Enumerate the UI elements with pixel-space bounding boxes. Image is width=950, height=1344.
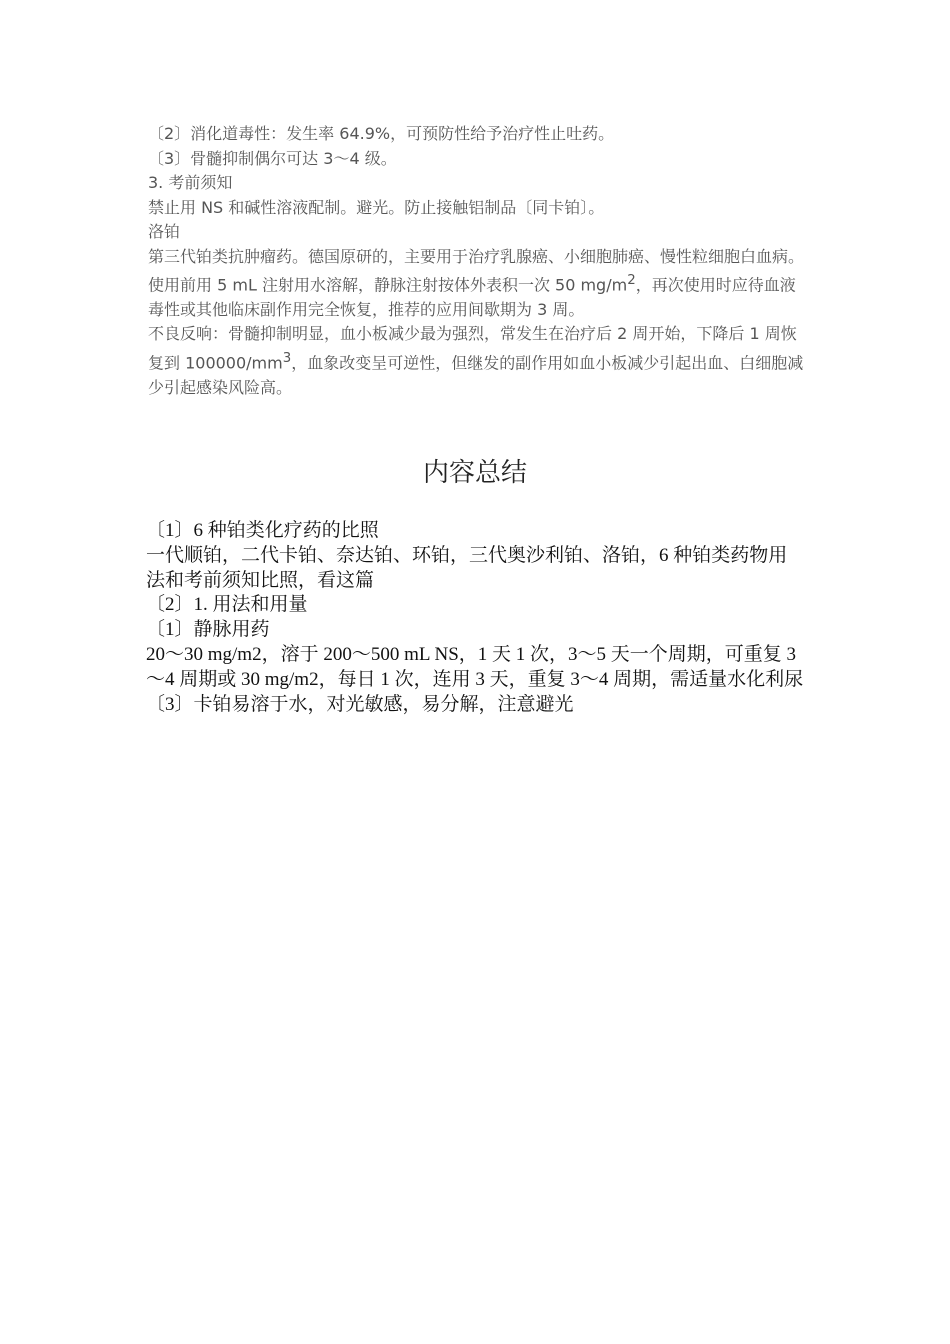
adverse-superscript: 3	[282, 350, 292, 366]
lobaplatin-adverse	[148, 322, 808, 400]
gi-toxicity-line: 〔2〕消化道毒性：发生率 64.9%，可预防性给予治疗性止吐药。	[148, 124, 615, 143]
lobaplatin-intro: 第三代铂类抗肿瘤药。德国原研的，主要用于治疗乳腺癌、小细胞肺癌、慢性粒细胞白血病。	[148, 246, 805, 266]
lobaplatin-usage	[148, 269, 808, 322]
usage-text-start: 使用前用 5 mL 注射用水溶解，静脉注射按体外表积一次 50 mg/m	[148, 275, 628, 295]
summary-line: 〔2〕1. 用法和用量	[146, 594, 308, 616]
summary-line: 〔1〕静脉用药	[146, 619, 270, 641]
drug-notes-section	[148, 122, 808, 400]
summary-line: 20～30 mg/m2，溶于 200～500 mL NS，1 天 1 次，3～5 天一个周期，可重复 3～4 周期或 30 mg/m2，每日 1 次，连用 3 天，重复 3～4 周期，需适量水化利尿	[146, 643, 804, 690]
lobaplatin-heading: 洛铂	[148, 222, 181, 241]
exam-notes-heading: 3. 考前须知	[148, 173, 233, 192]
adverse-text-start: 不良反响：骨髓抑制明显，血小板减少最为强烈，常发生在治疗后 2 周开始，下降后 1 周恢复到 100000/mm	[148, 324, 797, 373]
summary-line: 一代顺铂，二代卡铂、奈达铂、环铂，三代奥沙利铂、洛铂，6 种铂类药物用法和考前须知比照，看这篇	[146, 544, 788, 591]
summary-title: 内容总结	[422, 458, 527, 488]
usage-text-end: ，再次使用时应待血液毒性或其他临床副作用完全恢复，推荐的应用间歇期为 3 周。	[148, 275, 796, 319]
usage-superscript: 2	[627, 273, 636, 288]
summary-line: 〔1〕6 种铂类化疗药的比照	[146, 520, 379, 541]
adverse-text-end: ，血象改变呈可逆性，但继发的副作用如血小板减少引起出血、白细胞减少引起感染风险高。	[148, 353, 804, 397]
summary-section	[146, 519, 806, 717]
summary-line: 〔3〕卡铂易溶于水，对光敏感，易分解，注意避光	[146, 693, 574, 715]
bone-marrow-line: 〔3〕骨髓抑制偶尔可达 3～4 级。	[148, 148, 397, 168]
exam-notes-text: 禁止用 NS 和碱性溶液配制。避光。防止接触铝制品〔同卡铂〕。	[148, 197, 605, 217]
